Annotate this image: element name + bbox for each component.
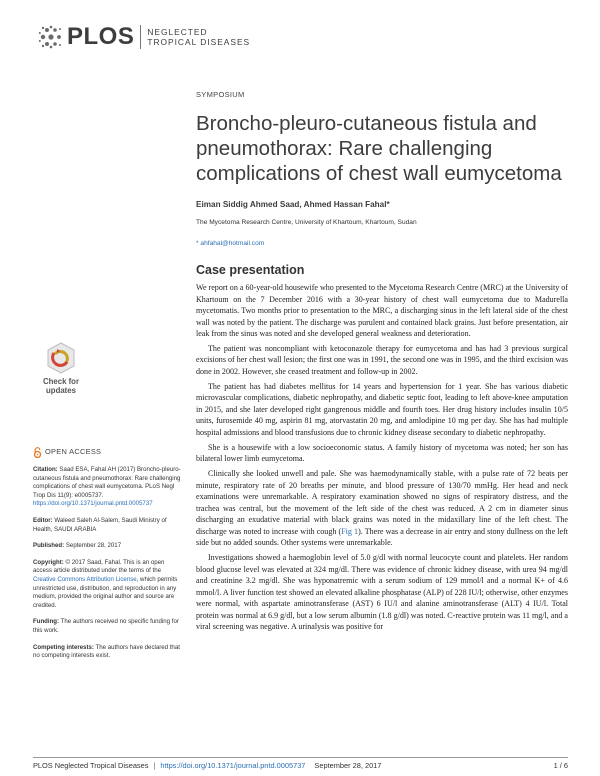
paragraph-5-part-a: Clinically she looked unwell and pale. She was haemodynamically stable, with a pulse rate of 72 beats per minute, respiratory rate of 20 breaths per minute, and blood pressure of 130/70 mmHg. Her head and neck examinations were unremarkable. A respiratory examination showed no signs of respiratory distress, and the trachea was central, but the movement of the left side of the chest was reduced. A 2 cm in diameter sinus discharging an exudative material with black grains was noted in the midaxillary line of the left chest. The discharge was noted to increase with cough ( (196, 468, 568, 536)
footer-date: September 28, 2017 (314, 761, 382, 770)
corresponding-email-link[interactable]: * ahfahal@hotmail.com (196, 240, 265, 247)
article-title: Broncho-pleuro-cutaneous fistula and pneumothorax: Rare challenging complications of chest wall eumycetoma (196, 112, 562, 185)
check-for-updates-badge[interactable] (35, 341, 87, 401)
page-number: 1 / 6 (553, 761, 568, 770)
citation-block (33, 466, 183, 509)
citation-label: Citation: (33, 466, 58, 473)
paragraph-2: The patient was noncompliant with ketoconazole therapy for eumycetoma and has had 3 previous surgical excisions of her chest wall lesion; the first one was in 1991, the second one was in 1995, and the third excision was done in 2002. However, she ceased treatment and follow-up in 2002. (196, 343, 568, 377)
article-authors: Eiman Siddig Ahmed Saad, Ahmed Hassan Fahal* (196, 200, 390, 209)
funding-text: The authors received no specific funding for this work. (33, 618, 179, 634)
funding-block (33, 618, 183, 635)
copyright-text-b: , which permits unrestricted use, distribution, and reproduction in any medium, provided the original author and source are credited. (33, 575, 178, 609)
editor-label: Editor: (33, 516, 53, 524)
plos-wordmark: PLOS (67, 23, 135, 50)
article-metadata-sidebar (33, 447, 183, 669)
page-footer (33, 761, 568, 770)
footer-journal: PLOS Neglected Tropical Diseases (33, 761, 149, 770)
editor-block (33, 517, 183, 534)
journal-name-line2: TROPICAL DISEASES (147, 37, 251, 47)
published-date: September 28, 2017 (65, 542, 122, 550)
logo-divider (140, 25, 141, 49)
citation-text: Saad ESA, Fahal AH (2017) Broncho-pleuro-cutaneous fistula and pneumothorax: Rare challenging complications of chest wall eumycetoma. PLoS Negl Trop Dis 11(9): e0005737. (33, 466, 181, 499)
paragraph-3: The patient has had diabetes mellitus for 14 years and hypertension for 1 year. She has various diabetic microvascular complications, diabetic nephropathy, and diabetic septic foot, leading to left above-knee amputation in 2015, and she later developed right gangrenous middle and fourth toes. Her drug history includes insulin 10/5 units, furosemide 40 mg, aspirin 81 mg, atorvastatin 20 mg, and amlodipine 10 mg per day. She has had multiple hospital admissions and blood transfusions due to chronic kidney disease secondary to diabetic nephropathy. (196, 381, 568, 437)
badge-line1: Check for (43, 377, 79, 386)
footer-doi-link[interactable]: https://doi.org/10.1371/journal.pntd.0005737 (160, 761, 306, 770)
figure-1-link[interactable]: Fig 1 (341, 526, 359, 536)
journal-name-line1: NEGLECTED (147, 27, 208, 37)
competing-interests-text: The authors have declared that no competing interests exist. (33, 643, 180, 660)
journal-name (147, 27, 250, 47)
paragraph-6: Investigations showed a haemoglobin level of 5.0 g/dl with normal leucocyte count and platelets. Her random blood glucose level was elevated at 324 mg/dl. There was evidence of chronic kidney disease, with urea 94 mg/dl and creatinine 3.2 mg/dl. She was hyponatremic with a serum sodium of 129 mmol/l and a normal K+ of 4.6 mmol/l. A liver function test showed an elevated alkaline phosphatase (ALP) of 228 IU/l; otherwise, other enzymes were normal, with aspartate aminotransferase (AST) 6 IU/l and alanine aminotransferase (ALT) 4 IU/l. Total protein was normal at 6.9 g/dl, but a low serum albumin (1.8 g/dl) was noted. C-reactive protein was 11 mg/l, and a viral screening was negative. A urinalysis was positive for (196, 552, 568, 632)
open-access-label (33, 447, 183, 458)
published-label: Published: (33, 542, 65, 550)
competing-interests-label: Competing interests: (33, 643, 94, 651)
editor-text: Waleed Saleh Al-Salem, Saudi Ministry of Health, SAUDI ARABIA (33, 516, 167, 533)
copyright-block (33, 559, 183, 611)
license-link[interactable]: Creative Commons Attribution License (33, 575, 137, 583)
paragraph-5 (196, 468, 568, 549)
copyright-text-a: © 2017 Saad, Fahal. This is an open access article distributed under the terms of the (33, 558, 165, 575)
article-main (196, 90, 568, 636)
published-block (33, 542, 183, 551)
check-for-updates-icon (44, 341, 78, 375)
open-access-text: OPEN ACCESS (45, 447, 102, 457)
competing-interests-block (33, 644, 183, 661)
footer-divider (33, 757, 568, 758)
check-for-updates-label (43, 377, 79, 395)
funding-label: Funding: (33, 618, 60, 626)
paragraph-4: She is a housewife with a low socioeconomic status. A family history of mycetoma was noted; her son has bilateral lower limb eumycetoma. (196, 442, 568, 464)
open-lock-icon (33, 447, 42, 458)
section-heading: Case presentation (196, 263, 305, 277)
article-section: SYMPOSIUM (196, 90, 245, 99)
citation-doi-link[interactable]: https://doi.org/10.1371/journal.pntd.0005737 (33, 500, 153, 508)
copyright-label: Copyright: (33, 558, 64, 566)
paragraph-5-part-b: ). There was a decrease in air entry and stony dullness on the left side but no added sounds. Other systems were unremarkable. (196, 526, 568, 548)
article-affiliation: The Mycetoma Research Centre, University of Khartoum, Khartoum, Sudan (196, 219, 417, 226)
paragraph-1: We report on a 60-year-old housewife who presented to the Mycetoma Research Centre (MRC) at the University of Khartoum on the 7 December 2016 with a 30-year history of chest wall eumycetoma due to Madurella mycetomatis. Two months prior to presentation to the MRC, a discharging sinus in the left lateral side of the chest wall was noted by the patient. The discharge was purulent and contained black grains. Just before presentation, air leak from the sinus was noted and she developed general weakness and deterioration. (196, 283, 568, 339)
plos-logo-icon (38, 24, 64, 50)
article-body (196, 282, 568, 633)
footer-separator: | (153, 761, 156, 770)
badge-line2: updates (46, 386, 76, 395)
journal-logo (38, 22, 250, 52)
